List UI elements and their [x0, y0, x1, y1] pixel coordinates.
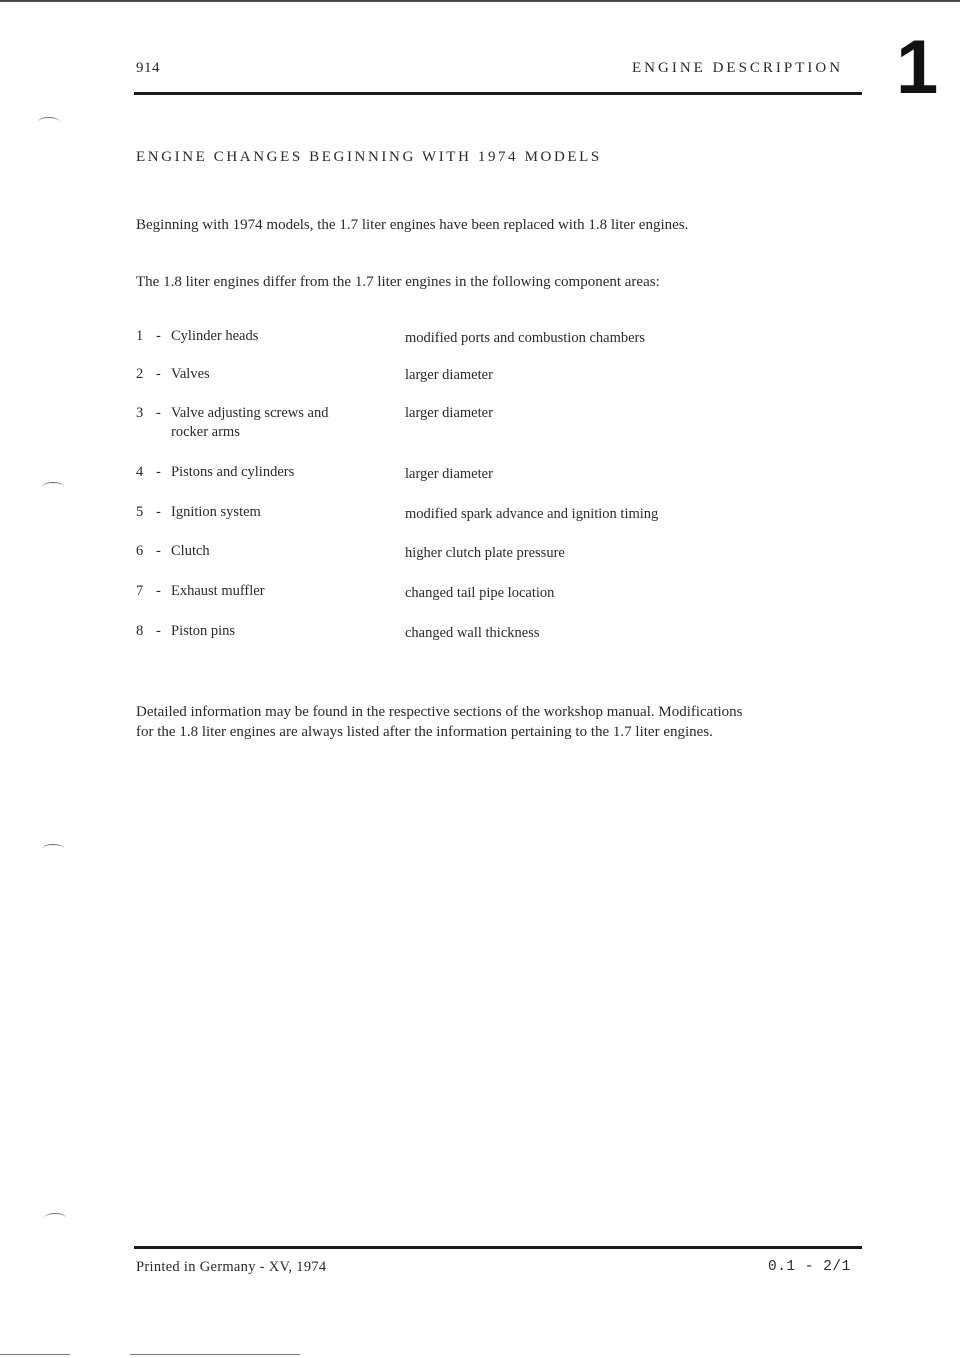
intro-paragraph: Beginning with 1974 models, the 1.7 liter engines have been replaced with 1.8 liter engines.	[136, 217, 689, 233]
detail-line-2: for the 1.8 liter engines are always listed after the information pertaining to the 1.7 liter engines.	[136, 724, 713, 740]
scan-edge-mark	[130, 1354, 300, 1355]
item-number: 5	[136, 504, 144, 520]
footer-rule	[134, 1246, 862, 1249]
top-edge-rule	[0, 0, 960, 2]
item-component: Valves	[171, 366, 210, 382]
header-rule	[134, 92, 862, 95]
item-change: higher clutch plate pressure	[405, 545, 565, 561]
item-component: Clutch	[171, 543, 210, 559]
item-change: larger diameter	[405, 466, 493, 482]
item-change: changed tail pipe location	[405, 585, 555, 601]
header-title: ENGINE DESCRIPTION	[632, 60, 844, 76]
item-change: modified ports and combustion chambers	[405, 330, 646, 346]
item-dash: -	[156, 623, 161, 639]
item-number: 8	[136, 623, 144, 639]
section-number: 1	[896, 25, 939, 110]
margin-mark	[44, 1213, 66, 1223]
item-number: 7	[136, 583, 144, 599]
detail-paragraph	[136, 702, 743, 742]
item-number: 3	[136, 405, 144, 421]
margin-mark	[42, 482, 64, 492]
item-dash: -	[156, 504, 161, 520]
page-title: ENGINE CHANGES BEGINNING WITH 1974 MODELS	[136, 149, 602, 165]
item-change: changed wall thickness	[405, 625, 540, 641]
item-dash: -	[156, 464, 161, 480]
item-number: 1	[136, 328, 144, 344]
item-dash: -	[156, 405, 161, 421]
footer-page-ref: 0.1 - 2/1	[768, 1259, 851, 1275]
margin-mark	[38, 117, 60, 127]
item-change: modified spark advance and ignition timing	[405, 506, 659, 522]
item-change: larger diameter	[405, 367, 493, 383]
differ-paragraph: The 1.8 liter engines differ from the 1.7 liter engines in the following component areas:	[136, 274, 660, 290]
item-component: Cylinder heads	[171, 328, 259, 344]
item-number: 2	[136, 366, 144, 382]
item-number: 6	[136, 543, 144, 559]
item-dash: -	[156, 328, 161, 344]
item-change: larger diameter	[405, 405, 493, 421]
scan-edge-mark	[0, 1354, 70, 1355]
item-dash: -	[156, 543, 161, 559]
item-dash: -	[156, 583, 161, 599]
item-dash: -	[156, 366, 161, 382]
item-component: Exhaust muffler	[171, 583, 265, 599]
header-model: 914	[136, 60, 160, 76]
item-component: Pistons and cylinders	[171, 464, 295, 480]
margin-mark	[42, 844, 64, 854]
item-number: 4	[136, 464, 144, 480]
item-component: Valve adjusting screws and rocker arms	[171, 405, 329, 440]
detail-line-1: Detailed information may be found in the respective sections of the workshop manual. Modifications	[136, 704, 743, 720]
item-component: Ignition system	[171, 504, 261, 520]
footer-printed: Printed in Germany - XV, 1974	[136, 1259, 327, 1275]
item-component: Piston pins	[171, 623, 236, 639]
